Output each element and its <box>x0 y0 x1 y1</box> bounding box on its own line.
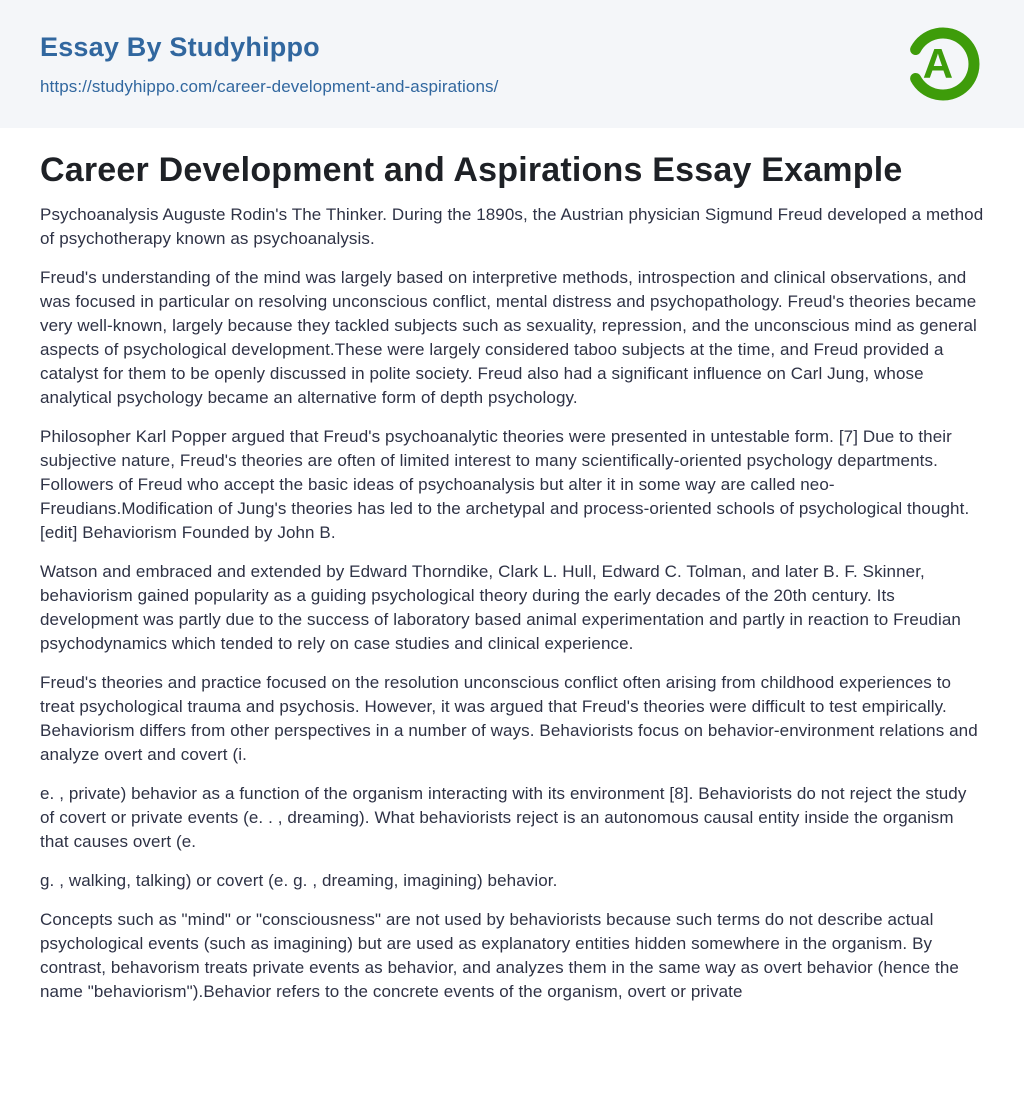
essay-paragraph: e. , private) behavior as a function of the organism interacting with its environment [8]. Behaviorists do not reject the study of covert or private events (e. . , dreaming). What behaviorists reject is an autonomous causal entity inside the organism that causes overt (e. <box>40 783 967 851</box>
header-text-block <box>40 32 498 97</box>
page-header <box>0 0 1024 128</box>
page-title: Career Development and Aspirations Essay Example <box>40 151 903 189</box>
essay-paragraph: Psychoanalysis Auguste Rodin's The Thinker. During the 1890s, the Austrian physician Sigmund Freud developed a method of psychotherapy known as psychoanalysis. <box>40 204 984 248</box>
site-label: Essay By Studyhippo <box>40 31 320 62</box>
essay-article <box>0 128 1024 1044</box>
essay-paragraph: g. , walking, talking) or covert (e. g. , dreaming, imagining) behavior. <box>40 870 558 890</box>
essay-body <box>40 203 984 1004</box>
essay-paragraph: Watson and embraced and extended by Edward Thorndike, Clark L. Hull, Edward C. Tolman, and later B. F. Skinner, behaviorism gained popularity as a guiding psychological theory during the early decades of the 20th century. Its development was partly due to the success of laboratory based animal experimentation and partly in reaction to Freudian psychodynamics which tended to rely on case studies and clinical experience. <box>40 561 961 653</box>
essay-paragraph: Concepts such as "mind" or "consciousness" are not used by behaviorists because such terms do not describe actual psychological events (such as imagining) but are used as explanatory entities hidden somewhere in the organism. By contrast, behavorism treats private events as behavior, and analyzes them in the same way as overt behavior (hence the name "behaviorism").Behavior refers to the concrete events of the organism, overt or private <box>40 909 959 1001</box>
essay-paragraph: Freud's understanding of the mind was largely based on interpretive methods, introspection and clinical observations, and was focused in particular on resolving unconscious conflict, mental distress and psychopathology. Freud's theories became very well-known, largely because they tackled subjects such as sexuality, repression, and the unconscious mind as general aspects of psychological development.These were largely considered taboo subjects at the time, and Freud provided a catalyst for them to be openly discussed in polite society. Freud also had a significant influence on Carl Jung, whose analytical psychology became an alternative form of depth psychology. <box>40 267 977 407</box>
logo-letter: A <box>922 40 954 87</box>
source-url-link[interactable]: https://studyhippo.com/career-development-and-aspirations/ <box>40 76 499 96</box>
essay-paragraph: Philosopher Karl Popper argued that Freud's psychoanalytic theories were presented in untestable form. [7] Due to their subjective nature, Freud's theories are often of limited interest to many scientifically-oriented psychology departments. Followers of Freud who accept the basic ideas of psychoanalysis but alter it in some way are called neo-Freudians.Modification of Jung's theories has led to the archetypal and process-oriented schools of psychological thought. [edit] Behaviorism Founded by John B. <box>40 426 970 542</box>
studyhippo-logo-icon <box>901 22 985 106</box>
essay-paragraph: Freud's theories and practice focused on the resolution unconscious conflict often arising from childhood experiences to treat psychological trauma and psychosis. However, it was argued that Freud's theories were difficult to test empirically. Behaviorism differs from other perspectives in a number of ways. Behaviorists focus on behavior-environment relations and analyze overt and covert (i. <box>40 672 978 764</box>
